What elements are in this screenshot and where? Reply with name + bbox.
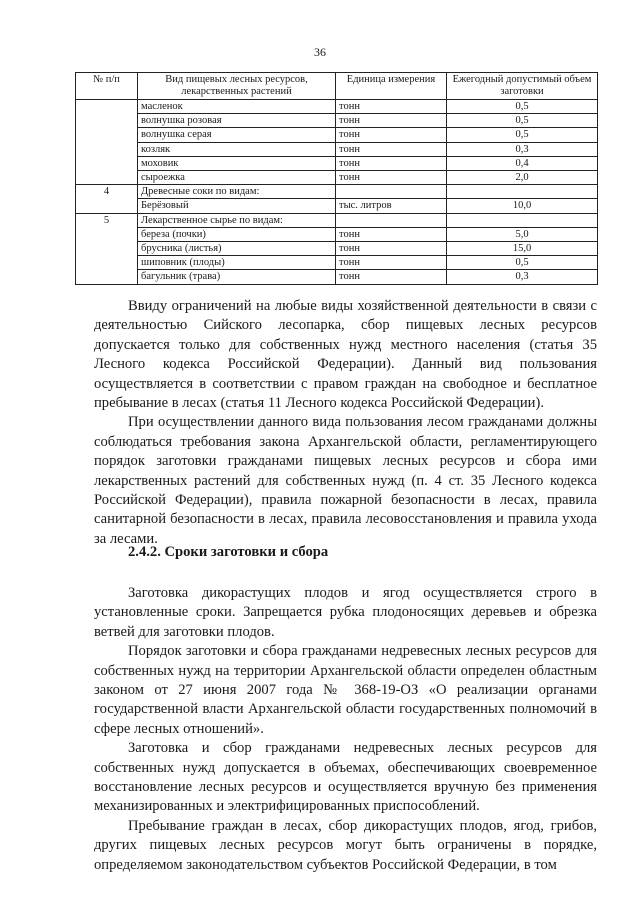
unit-cell: тонн	[336, 128, 447, 142]
unit-cell: тонн	[336, 171, 447, 185]
table-row	[76, 128, 598, 142]
resource-name: масленок	[138, 100, 336, 114]
volume-cell: 0,5	[447, 114, 598, 128]
table-row	[76, 100, 598, 114]
unit-cell: тыс. литров	[336, 199, 447, 213]
table-row	[76, 114, 598, 128]
body-text-top	[94, 297, 597, 549]
paragraph: Порядок заготовки и сбора гражданами недревесных лесных ресурсов для собственных нужд на территории Архангельской области определен областным законом от 27 июня 2007 года № 368-19-ОЗ «О реализации органами государственной власти Архангельской области государственных полномочий в сфере лесных отношений».	[94, 643, 597, 737]
volume-cell	[447, 213, 598, 227]
unit-cell: тонн	[336, 227, 447, 241]
volume-cell: 0,5	[447, 256, 598, 270]
unit-cell: тонн	[336, 242, 447, 256]
resource-name: брусника (листья)	[138, 242, 336, 256]
volume-cell: 0,3	[447, 270, 598, 284]
table-row	[76, 185, 598, 199]
resource-name: козляк	[138, 142, 336, 156]
unit-cell: тонн	[336, 142, 447, 156]
table-row	[76, 171, 598, 185]
paragraph: При осуществлении данного вида пользования лесом гражданами должны соблюдаться требования закона Архангельской области, регламентирующего порядок заготовки гражданами пищевых лесных ресурсов и сбора ими лекарственных растений для собственных нужд (п. 4 ст. 35 Лесного кодекса Российской Федерации), правила пожарной безопасности в лесах, правила санитарной безопасности в лесах, правила лесовосстановления и правила ухода за лесами.	[94, 414, 597, 547]
volume-cell: 0,4	[447, 156, 598, 170]
unit-cell: тонн	[336, 270, 447, 284]
volume-cell: 0,5	[447, 128, 598, 142]
resource-name: шиповник (плоды)	[138, 256, 336, 270]
paragraph: Заготовка дикорастущих плодов и ягод осуществляется строго в установленные сроки. Запрещается рубка плодоносящих деревьев и обрезка ветвей для заготовки плодов.	[94, 585, 597, 640]
resource-table	[75, 72, 598, 285]
unit-cell: тонн	[336, 156, 447, 170]
unit-cell: тонн	[336, 100, 447, 114]
paragraph: Ввиду ограничений на любые виды хозяйственной деятельности в связи с деятельностью Сийского лесопарка, сбор пищевых лесных ресурсов допускается только для собственных нужд местного населения (статья 35 Лесного кодекса Российской Федерации). Данный вид пользования осуществляется в соответствии с правом граждан на свободное и бесплатное пребывание в лесах (статья 11 Лесного кодекса Российской Федерации).	[94, 298, 597, 412]
table-row	[76, 142, 598, 156]
category-label: Лекарственное сырье по видам:	[138, 213, 336, 227]
paragraph: Пребывание граждан в лесах, сбор дикорастущих плодов, ягод, грибов, других пищевых лесных ресурсов могут быть ограничены в порядке, определяемом законодательством субъектов Российской Федерации, в том	[94, 817, 597, 873]
unit-cell: тонн	[336, 114, 447, 128]
section-heading: 2.4.2. Сроки заготовки и сбора	[128, 544, 329, 560]
table-row	[76, 242, 598, 256]
unit-cell	[336, 185, 447, 199]
paragraph: Заготовка и сбор гражданами недревесных лесных ресурсов для собственных нужд допускается в объемах, обеспечивающих своевременное восстановление лесных ресурсов и осуществляется вручную без применения механизированных и электрифицированных приспособлений.	[94, 740, 597, 815]
category-label: Древесные соки по видам:	[138, 185, 336, 199]
row-number	[76, 100, 138, 185]
volume-cell: 0,3	[447, 142, 598, 156]
volume-cell: 2,0	[447, 171, 598, 185]
header-annual-volume: Ежегодный допустимый объем заготовки	[447, 73, 598, 100]
table-row	[76, 256, 598, 270]
volume-cell	[447, 185, 598, 199]
table-row	[76, 270, 598, 284]
resource-name: багульник (трава)	[138, 270, 336, 284]
resource-name: моховик	[138, 156, 336, 170]
resource-name: волнушка розовая	[138, 114, 336, 128]
volume-cell: 15,0	[447, 242, 598, 256]
header-unit: Единица измерения	[336, 73, 447, 100]
table-header-row	[76, 73, 598, 100]
unit-cell	[336, 213, 447, 227]
resource-name: сыроежка	[138, 171, 336, 185]
row-number: 4	[76, 185, 138, 213]
resource-name: Берёзовый	[138, 199, 336, 213]
table-row	[76, 199, 598, 213]
header-number: № п/п	[76, 73, 138, 100]
table-row	[76, 227, 598, 241]
header-resource-type: Вид пищевых лесных ресурсов, лекарственных растений	[138, 73, 336, 100]
row-number: 5	[76, 213, 138, 284]
table-row	[76, 213, 598, 227]
unit-cell: тонн	[336, 256, 447, 270]
volume-cell: 5,0	[447, 227, 598, 241]
table-row	[76, 156, 598, 170]
resource-name: береза (почки)	[138, 227, 336, 241]
page-number: 36	[314, 45, 326, 59]
body-text-bottom	[94, 584, 597, 875]
volume-cell: 10,0	[447, 199, 598, 213]
volume-cell: 0,5	[447, 100, 598, 114]
resource-name: волнушка серая	[138, 128, 336, 142]
